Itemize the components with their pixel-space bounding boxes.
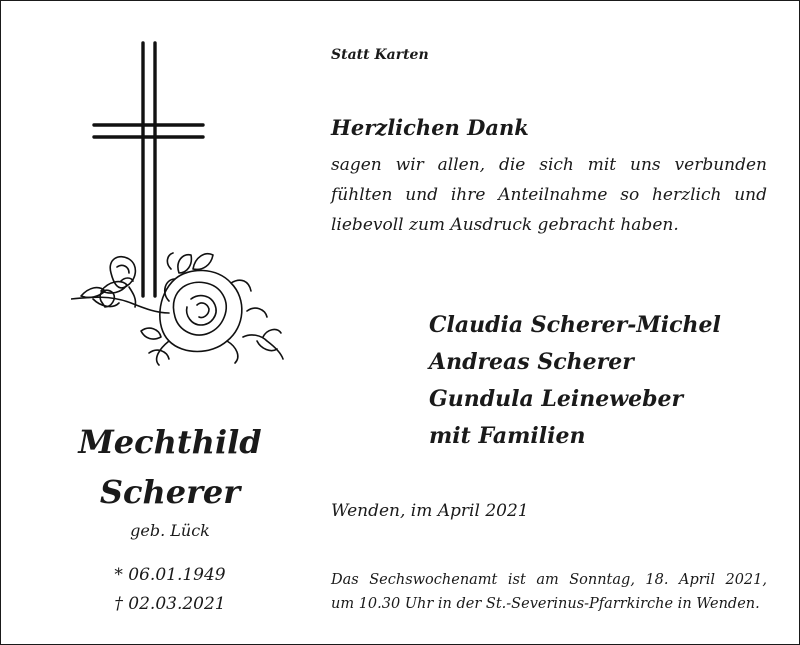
death-date: † 02.03.2021 [114, 594, 226, 614]
mass-notice [331, 568, 767, 616]
thanks-heading: Herzlichen Dank [331, 115, 529, 140]
thanks-text: sagen wir allen, die sich mit uns verbunden fühlten und ihre Anteilnahme so herzlich und liebevoll zum Ausdruck gebracht haben. [331, 155, 767, 235]
signer-name: Claudia Scherer-Michel [429, 312, 721, 338]
deceased-name [61, 417, 279, 540]
signers-list [429, 307, 721, 455]
life-dates [61, 561, 279, 619]
statt-karten-label: Statt Karten [331, 47, 429, 63]
signer-name: Gundula Leineweber [429, 386, 684, 412]
mass-notice-line: um 10.30 Uhr in der St.-Severinus-Pfarrkirche in Wenden. [331, 596, 760, 612]
deceased-first-name: Mechthild [78, 423, 262, 461]
mass-notice-line: Das Sechswochenamt ist am Sonntag, 18. April 2021, [331, 572, 767, 588]
birth-date: * 06.01.1949 [114, 565, 226, 585]
signer-families: mit Familien [429, 423, 586, 449]
deceased-last-name: Scherer [99, 473, 241, 511]
cross-with-rose-icon [71, 41, 286, 371]
deceased-born-name: geb. Lück [130, 521, 210, 540]
place-date: Wenden, im April 2021 [331, 501, 529, 521]
signer-name: Andreas Scherer [429, 349, 634, 375]
